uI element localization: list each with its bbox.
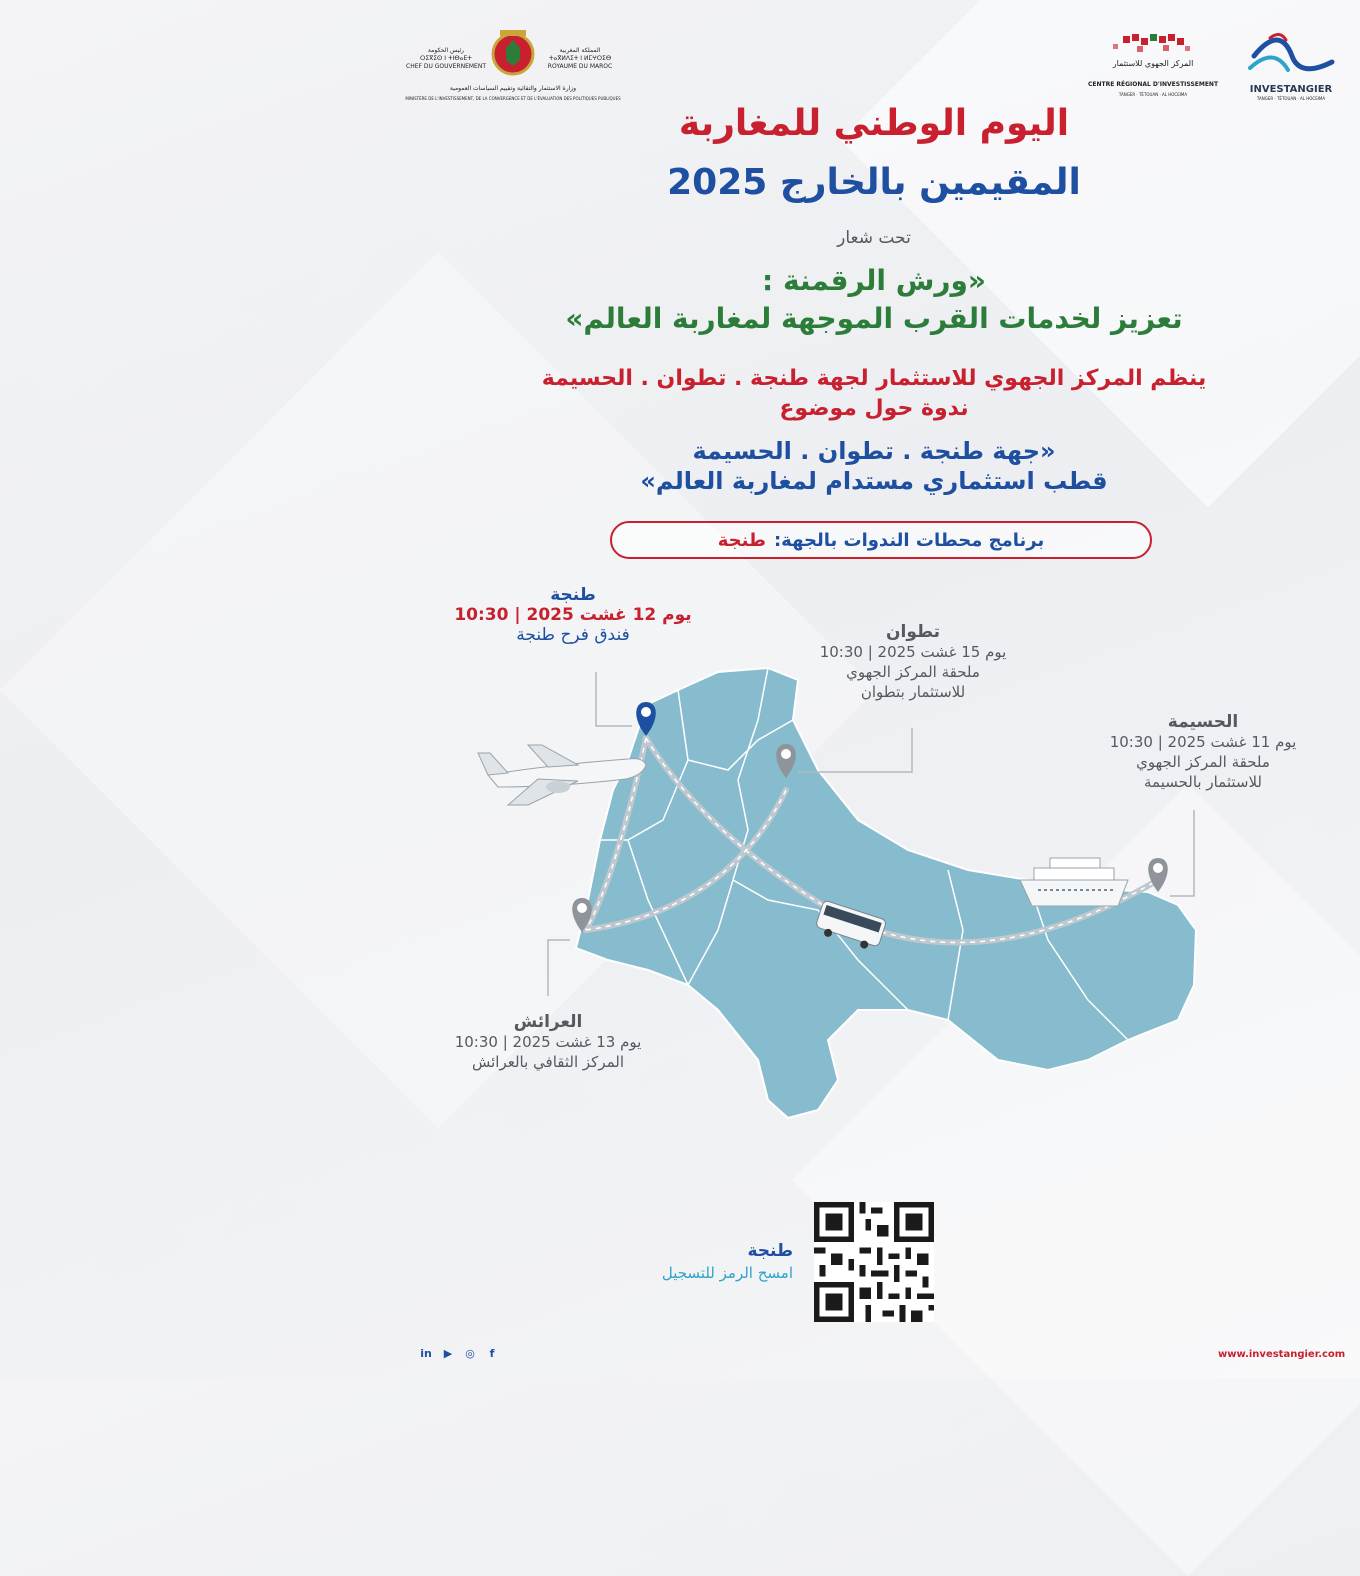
social-links (418, 1346, 500, 1362)
svg-text:وزارة الاستثمار والتقائية وتقي: وزارة الاستثمار والتقائية وتقييم السياسات العمومية (449, 85, 577, 92)
linkedin-icon[interactable]: in (420, 1347, 432, 1360)
svg-text:TANGER · TÉTOUAN · AL HOCEIMA: TANGER · TÉTOUAN · AL HOCEIMA (1118, 92, 1188, 97)
station-tangier-date: يوم 12 غشت 2025 | 10:30 (454, 605, 692, 625)
station-larache-date: يوم 13 غشت 2025 | 10:30 (454, 1033, 642, 1051)
station-tetouan-city: تطوان (886, 622, 940, 642)
program-city: طنجة (717, 529, 766, 551)
organizer-text (388, 364, 1360, 424)
facebook-icon[interactable]: f (489, 1347, 495, 1360)
program-banner (610, 521, 1152, 559)
station-alhoceima-date: يوم 11 غشت 2025 | 10:30 (1109, 733, 1297, 751)
svg-text:المملكة المغربية: المملكة المغربية (559, 47, 601, 54)
station-tetouan (788, 622, 1038, 702)
station-alhoceima-venue-1: ملحقة المركز الجهوي (1136, 753, 1270, 771)
cri-logo (1087, 30, 1219, 105)
slogan-line-2: تعزيز لخدمات القرب الموجهة لمغاربة العالم» (565, 302, 1183, 335)
registration-city: طنجة (747, 1241, 793, 1261)
svg-text:TANGER · TÉTOUAN · AL HOCEIMA: TANGER · TÉTOUAN · AL HOCEIMA (1256, 96, 1326, 101)
investangier-swoosh-icon (1250, 34, 1332, 70)
program-label: برنامج محطات الندوات بالجهة: (773, 529, 1045, 551)
organizer-line-1: ينظم المركز الجهوي للاستثمار لجهة طنجة . تطوان . الحسيمة (541, 366, 1207, 391)
theme-text (388, 436, 1360, 496)
svg-text:CHEF DU GOUVERNEMENT: CHEF DU GOUVERNEMENT (406, 63, 486, 70)
organizer-line-2: ندوة حول موضوع (779, 396, 969, 421)
coat-of-arms-icon (493, 30, 533, 74)
svg-text:MINISTÈRE DE L'INVESTISSEMENT,: MINISTÈRE DE L'INVESTISSEMENT, DE LA CONVERGENCE ET DE L'ÉVALUATION DES POLITIQUES PUBLIQUES (405, 96, 621, 101)
station-larache (428, 1012, 668, 1072)
svg-text:رئيس الحكومة: رئيس الحكومة (427, 47, 465, 54)
theme-line-2: قطب استثماري مستدام لمغاربة العالم» (640, 467, 1108, 495)
website-link[interactable]: www.investangier.com (1218, 1349, 1346, 1360)
registration-label (618, 1240, 793, 1284)
station-alhoceima-city: الحسيمة (1167, 712, 1239, 732)
station-larache-venue: المركز الثقافي بالعرائش (471, 1053, 625, 1071)
svg-text:المركز الجهوي للاستثمار: المركز الجهوي للاستثمار (1112, 59, 1194, 68)
title-line-2: المقيمين بالخارج 2025 (667, 162, 1081, 203)
slogan (388, 262, 1360, 338)
station-tangier (438, 585, 708, 645)
station-alhoceima-venue-2: للاستثمار بالحسيمة (1143, 773, 1262, 791)
station-tetouan-venue-1: ملحقة المركز الجهوي (846, 663, 980, 681)
ship-icon (1020, 858, 1128, 906)
ministry-logo (405, 28, 621, 108)
slogan-line-1: «ورش الرقمنة : (762, 264, 986, 297)
svg-text:INVESTANGIER: INVESTANGIER (1249, 84, 1333, 95)
svg-text:ⵜⴰⴳⵍⴷⵉⵜ ⵏ ⵍⵎⵖⵔⵉⴱ: ⵜⴰⴳⵍⴷⵉⵜ ⵏ ⵍⵎⵖⵔⵉⴱ (548, 55, 612, 62)
svg-text:ROYAUME DU MAROC: ROYAUME DU MAROC (547, 63, 613, 70)
station-tangier-venue: فندق فرح طنجة (516, 625, 630, 645)
investangier-logo (1240, 26, 1342, 106)
station-alhoceima (1078, 712, 1328, 792)
svg-text:ⵔⵉⴳⵉⵙ ⵏ ⵜⵏⴱⴰⴹⵜ: ⵔⵉⴳⵉⵙ ⵏ ⵜⵏⴱⴰⴹⵜ (420, 55, 472, 62)
title-line-1: اليوم الوطني للمغاربة (678, 103, 1070, 144)
station-tangier-city: طنجة (550, 585, 596, 605)
station-tetouan-venue-2: للاستثمار بتطوان (860, 683, 966, 701)
station-tetouan-date: يوم 15 غشت 2025 | 10:30 (819, 643, 1007, 661)
instagram-icon[interactable]: ◎ (465, 1347, 475, 1360)
station-larache-city: العرائش (513, 1012, 583, 1032)
svg-text:CENTRE RÉGIONAL D'INVESTISSEME: CENTRE RÉGIONAL D'INVESTISSEMENT (1087, 81, 1219, 88)
cri-pixel-mark-icon (1113, 34, 1190, 52)
under-slogan-label: تحت شعار (837, 228, 911, 248)
theme-line-1: «جهة طنجة . تطوان . الحسيمة (692, 437, 1056, 465)
registration-qr-code[interactable] (814, 1202, 934, 1322)
registration-text: امسح الرمز للتسجيل (661, 1264, 793, 1282)
youtube-icon[interactable]: ▶ (443, 1347, 453, 1360)
